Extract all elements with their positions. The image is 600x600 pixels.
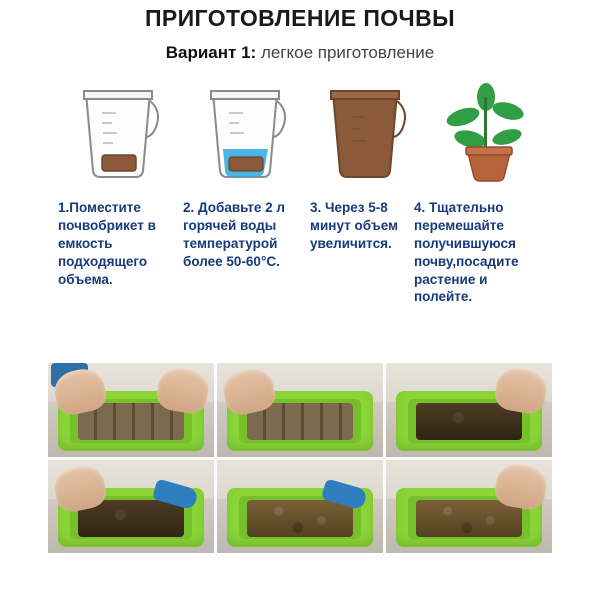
step-4-text: 4. Тщательно перемешайте получившуюся почву,посадите растение и полейте. — [414, 200, 519, 305]
photo-5-mixing-soil — [217, 460, 383, 554]
page-title: ПРИГОТОВЛЕНИЕ ПОЧВЫ — [144, 5, 456, 31]
step-3-text: 3. Через 5-8 минут объем увеличится. — [310, 200, 399, 251]
photo-4-loosening-soil — [48, 460, 214, 554]
bucket-full-of-soil-icon — [305, 77, 425, 187]
illustration-row — [0, 77, 600, 187]
measuring-cup-with-hot-water-icon — [185, 77, 305, 187]
variant-label: Вариант 1: — [165, 43, 257, 63]
potted-plant-icon — [428, 77, 548, 187]
photo-1-briquettes-in-tray — [48, 363, 214, 457]
steps-row — [0, 199, 600, 319]
measuring-cup-with-soil-briquette-icon — [58, 77, 178, 187]
step-1-text: 1.Поместите почвобрикет в емкость подходящего объема. — [58, 200, 156, 287]
step-2-text: 2. Добавьте 2 л горячей воды температурой более 50-60°С. — [183, 200, 286, 269]
soil-crumbly — [247, 500, 352, 537]
photo-grid — [48, 363, 552, 553]
variant-subtitle — [0, 43, 600, 63]
variant-value: легкое приготовление — [260, 43, 435, 63]
photo-6-finished-soil — [386, 460, 552, 554]
photo-2-adding-water — [217, 363, 383, 457]
photo-3-soaked-briquette — [386, 363, 552, 457]
